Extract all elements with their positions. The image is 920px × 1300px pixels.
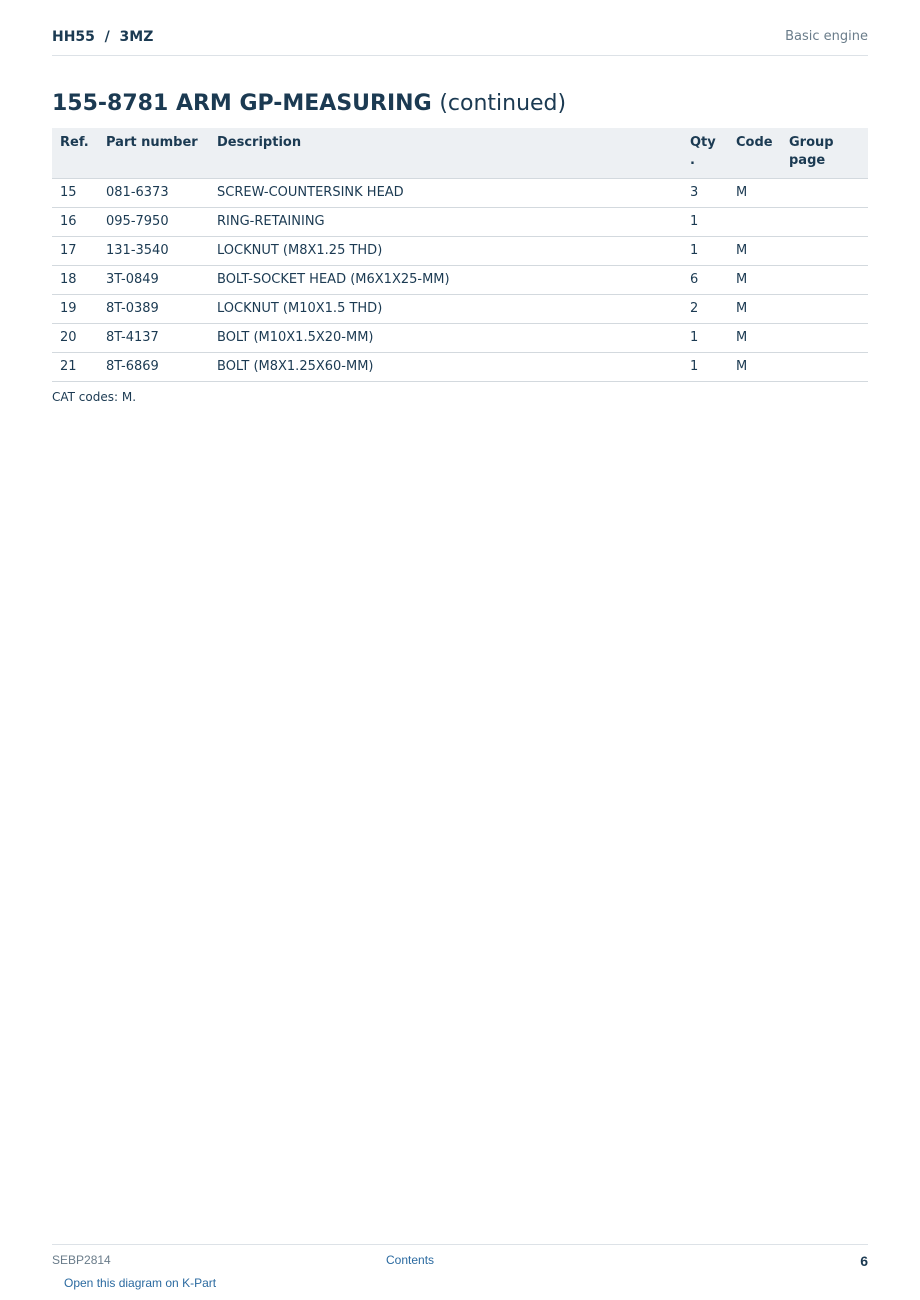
cell-ref: 21 <box>52 353 106 382</box>
cell-description: LOCKNUT (M8X1.25 THD) <box>217 237 690 266</box>
cell-description: LOCKNUT (M10X1.5 THD) <box>217 295 690 324</box>
parts-table-body <box>52 179 868 382</box>
cell-qty: 6 <box>690 266 736 295</box>
cell-qty: 1 <box>690 237 736 266</box>
header-row <box>52 128 868 179</box>
cell-ref: 17 <box>52 237 106 266</box>
column-header-part-number: Part number <box>106 128 217 179</box>
table-row <box>52 208 868 237</box>
table-row <box>52 353 868 382</box>
column-header-ref: Ref. <box>52 128 106 179</box>
cat-codes-note: CAT codes: M. <box>52 390 137 404</box>
cell-qty: 1 <box>690 208 736 237</box>
column-header-qty-line1: Qty <box>690 135 716 150</box>
cell-ref: 19 <box>52 295 106 324</box>
cell-group-page <box>789 237 868 266</box>
cell-part-number: 095-7950 <box>106 208 217 237</box>
column-header-qty-line2: . <box>690 153 695 168</box>
cell-group-page <box>789 208 868 237</box>
header-section-label: Basic engine <box>785 29 868 44</box>
cell-code: M <box>736 237 789 266</box>
cell-code: M <box>736 179 789 208</box>
cell-part-number: 8T-6869 <box>106 353 217 382</box>
table-row <box>52 237 868 266</box>
column-header-group-line2: page <box>789 153 826 168</box>
cell-ref: 20 <box>52 324 106 353</box>
cell-description: RING-RETAINING <box>217 208 690 237</box>
cell-description: BOLT (M10X1.5X20-MM) <box>217 324 690 353</box>
column-header-group-line1: Group <box>789 135 834 150</box>
cell-group-page <box>789 353 868 382</box>
cell-ref: 15 <box>52 179 106 208</box>
cell-part-number: 8T-0389 <box>106 295 217 324</box>
page-header <box>52 28 868 56</box>
parts-table-header <box>52 128 868 179</box>
document-id: SEBP2814 <box>52 1253 111 1267</box>
cell-code: M <box>736 353 789 382</box>
contents-link[interactable]: Contents <box>386 1253 435 1267</box>
cell-part-number: 131-3540 <box>106 237 217 266</box>
cell-group-page <box>789 266 868 295</box>
cell-code: M <box>736 266 789 295</box>
column-header-description: Description <box>217 128 690 179</box>
assembly-part-code: 155-8781 ARM GP-MEASURING <box>52 91 432 116</box>
page-number: 6 <box>860 1253 868 1269</box>
table-row <box>52 324 868 353</box>
table-row <box>52 295 868 324</box>
parts-table <box>52 128 868 382</box>
column-header-code: Code <box>736 128 789 179</box>
page-footer <box>52 1244 868 1275</box>
table-row <box>52 179 868 208</box>
cell-ref: 18 <box>52 266 106 295</box>
cell-qty: 1 <box>690 353 736 382</box>
continued-label: (continued) <box>439 91 567 116</box>
cell-description: SCREW-COUNTERSINK HEAD <box>217 179 690 208</box>
table-row <box>52 266 868 295</box>
cell-group-page <box>789 179 868 208</box>
cell-part-number: 3T-0849 <box>106 266 217 295</box>
cell-group-page <box>789 324 868 353</box>
cell-part-number: 8T-4137 <box>106 324 217 353</box>
cell-code <box>736 208 789 237</box>
cell-qty: 3 <box>690 179 736 208</box>
cell-code: M <box>736 295 789 324</box>
cell-description: BOLT (M8X1.25X60-MM) <box>217 353 690 382</box>
cell-part-number: 081-6373 <box>106 179 217 208</box>
cell-qty: 2 <box>690 295 736 324</box>
column-header-group-page <box>789 128 868 179</box>
column-header-qty <box>690 128 736 179</box>
cell-qty: 1 <box>690 324 736 353</box>
section-title <box>52 89 566 119</box>
open-kpart-diagram-link[interactable]: Open this diagram on K-Part <box>64 1276 217 1290</box>
cell-ref: 16 <box>52 208 106 237</box>
cell-description: BOLT-SOCKET HEAD (M6X1X25-MM) <box>217 266 690 295</box>
header-title: HH55 / 3MZ <box>52 29 154 45</box>
cell-group-page <box>789 295 868 324</box>
cell-code: M <box>736 324 789 353</box>
